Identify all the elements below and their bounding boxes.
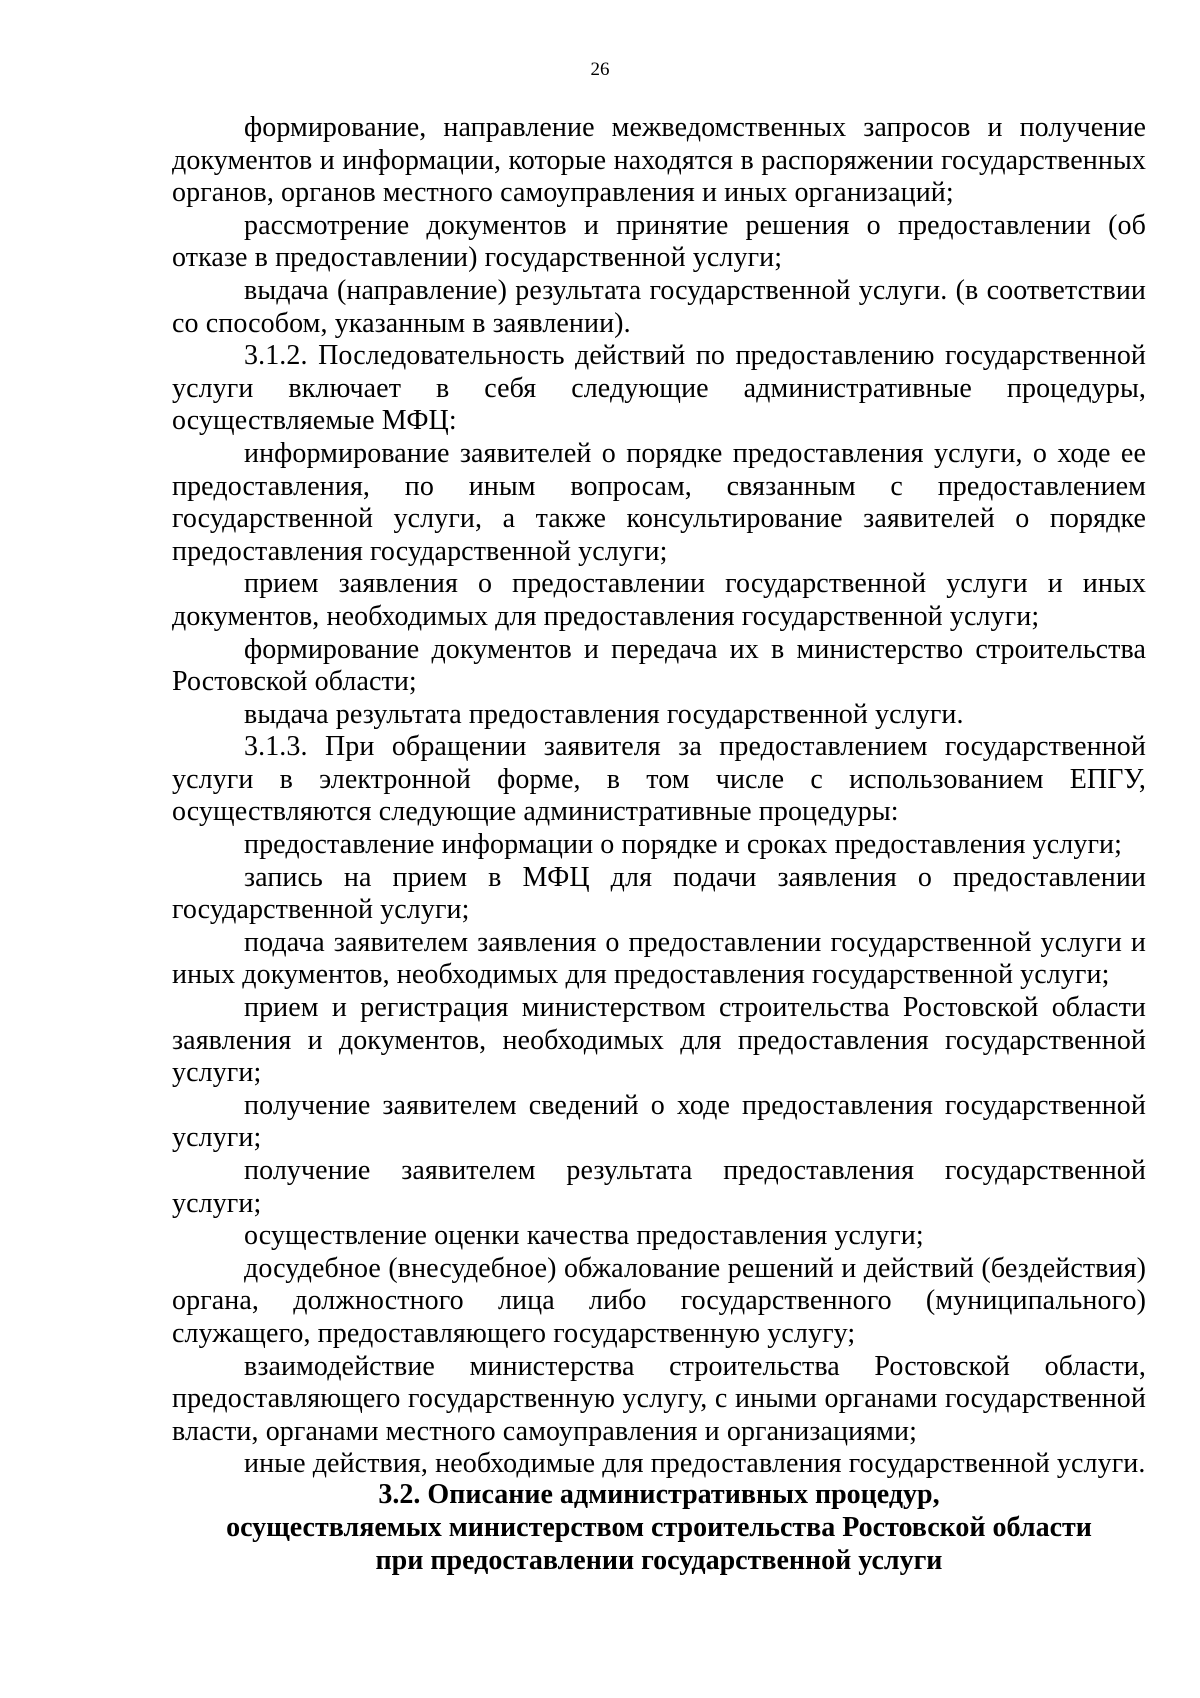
- section-heading: [172, 1478, 1146, 1577]
- section-heading-line: 3.2. Описание административных процедур,: [378, 1479, 940, 1510]
- document-body: [172, 112, 1146, 1481]
- paragraph: взаимодействие министерства строительства Ростовской области, предоставляющего государственную услугу, с иными органами государственной власти, органами местного самоуправления и организациями;: [172, 1350, 1146, 1447]
- paragraph: досудебное (внесудебное) обжалование решений и действий (бездействия) органа, должностного лица либо государственного (муниципального) служащего, предоставляющего государственную услугу;: [172, 1252, 1146, 1349]
- section-heading-line: осуществляемых министерством строительства Ростовской области: [226, 1512, 1092, 1543]
- paragraph: получение заявителем результата предоставления государственной услуги;: [172, 1155, 1146, 1219]
- paragraph: иные действия, необходимые для предоставления государственной услуги.: [244, 1448, 1146, 1480]
- section-heading-line: при предоставлении государственной услуги: [375, 1545, 943, 1576]
- paragraph: формирование документов и передача их в министерство строительства Ростовской области;: [172, 633, 1146, 698]
- paragraph: 3.1.2. Последовательность действий по предоставлению государственной услуги включает в себя следующие административные процедуры, осуществляемые МФЦ:: [172, 340, 1146, 437]
- paragraph: подача заявителем заявления о предоставлении государственной услуги и иных документов, необходимых для предоставления государственной услуги;: [172, 926, 1146, 991]
- paragraph: предоставление информации о порядке и сроках предоставления услуги;: [244, 829, 1122, 861]
- page-number: 26: [590, 59, 610, 80]
- paragraph: осуществление оценки качества предоставления услуги;: [244, 1220, 924, 1252]
- paragraph: 3.1.3. При обращении заявителя за предоставлением государственной услуги в электронной форме, в том числе с использованием ЕПГУ, осуществляются следующие административные процедуры:: [172, 731, 1146, 828]
- paragraph: рассмотрение документов и принятие решения о предоставлении (об отказе в предоставлении) государственной услуги;: [172, 209, 1146, 274]
- paragraph: выдача (направление) результата государственной услуги. (в соответствии со способом, указанным в заявлении).: [172, 274, 1146, 339]
- paragraph: формирование, направление межведомственных запросов и получение документов и информации, которые находятся в распоряжении государственных органов, органов местного самоуправления и иных организаций;: [172, 112, 1146, 209]
- paragraph: запись на прием в МФЦ для подачи заявления о предоставлении государственной услуги;: [172, 861, 1146, 926]
- paragraph: информирование заявителей о порядке предоставления услуги, о ходе ее предоставления, по иным вопросам, связанным с предоставлением государственной услуги, а также консультирование заявителей о порядке предоставления государственной услуги;: [172, 437, 1146, 567]
- paragraph: получение заявителем сведений о ходе предоставления государственной услуги;: [172, 1089, 1146, 1154]
- paragraph: прием и регистрация министерством строительства Ростовской области заявления и документов, необходимых для предоставления государственной услуги;: [172, 992, 1146, 1089]
- paragraph: выдача результата предоставления государственной услуги.: [244, 698, 964, 730]
- paragraph: прием заявления о предоставлении государственной услуги и иных документов, необходимых для предоставления государственной услуги;: [172, 568, 1146, 632]
